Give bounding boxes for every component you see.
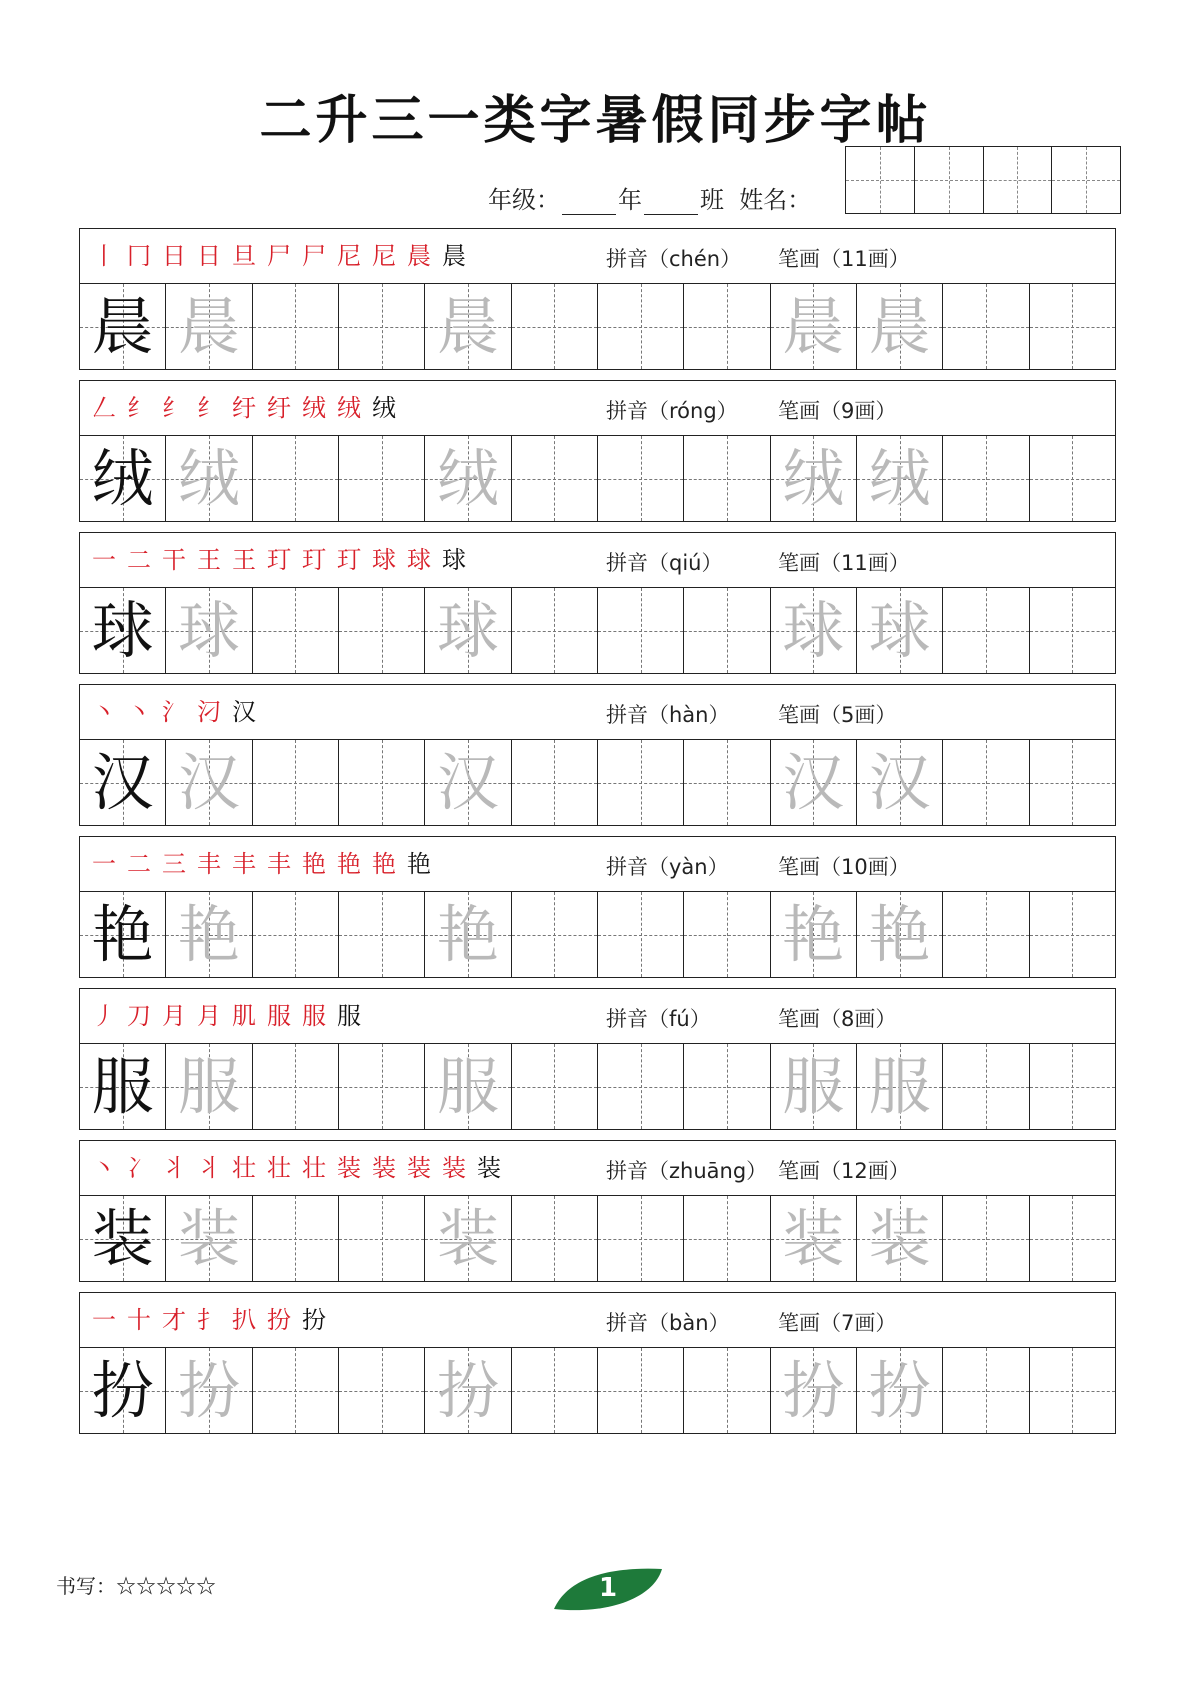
trace-character: 扮 [868, 1353, 931, 1427]
stroke-step: 丰 [267, 850, 291, 878]
writing-cell[interactable] [166, 740, 252, 825]
model-character: 球 [91, 593, 154, 667]
stroke-step: 扮 [302, 1306, 326, 1334]
stroke-order [92, 698, 256, 726]
writing-cell[interactable] [80, 892, 166, 977]
writing-cell[interactable] [684, 1044, 770, 1129]
writing-grid [79, 588, 1116, 674]
writing-cell[interactable] [339, 1196, 425, 1281]
stroke-step: 王 [197, 546, 221, 574]
writing-cell[interactable] [771, 1196, 857, 1281]
pinyin-label: 拼音（róng） [606, 399, 738, 423]
writing-cell[interactable] [339, 1044, 425, 1129]
student-info-line [488, 180, 811, 215]
stroke-step: 丿 [92, 1002, 116, 1030]
class-field[interactable] [644, 192, 698, 215]
trace-character: 球 [177, 593, 240, 667]
writing-cell[interactable] [166, 436, 252, 521]
writing-cell[interactable] [339, 1348, 425, 1433]
trace-character: 晨 [436, 289, 499, 363]
writing-cell[interactable] [1030, 1044, 1115, 1129]
stroke-step: 绒 [302, 394, 326, 422]
model-character: 汉 [91, 745, 154, 819]
stroke-order [92, 1306, 326, 1334]
stroke-step: 丬 [162, 1154, 186, 1182]
writing-cell[interactable] [684, 740, 770, 825]
writing-cell[interactable] [598, 284, 684, 369]
writing-cell[interactable] [771, 740, 857, 825]
writing-cell[interactable] [1030, 1348, 1115, 1433]
writing-cell[interactable] [857, 1196, 943, 1281]
stroke-order [92, 1154, 501, 1182]
row-info [79, 532, 1116, 588]
writing-cell[interactable] [512, 588, 598, 673]
name-cell[interactable] [846, 147, 915, 213]
writing-cell[interactable] [1030, 892, 1115, 977]
stroke-step: 装 [372, 1154, 396, 1182]
name-cell[interactable] [984, 147, 1053, 213]
stroke-step: 纟 [127, 394, 151, 422]
writing-cell[interactable] [943, 1348, 1029, 1433]
stroke-step: 丨 [92, 242, 116, 270]
stroke-step: 丬 [197, 1154, 221, 1182]
stroke-step: 丰 [232, 850, 256, 878]
trace-character: 装 [782, 1201, 845, 1275]
stroke-step: 晨 [442, 242, 466, 270]
stroke-step: 冂 [127, 242, 151, 270]
trace-character: 绒 [436, 441, 499, 515]
row-info [79, 1140, 1116, 1196]
stroke-count-label: 笔画（7画） [778, 1311, 897, 1335]
practice-row [79, 988, 1116, 1130]
trace-character: 晨 [868, 289, 931, 363]
stroke-order [92, 1002, 361, 1030]
pinyin-label: 拼音（yàn） [606, 855, 729, 879]
stroke-count-label: 笔画（10画） [778, 855, 910, 879]
stroke-step: 肌 [232, 1002, 256, 1030]
trace-character: 装 [436, 1201, 499, 1275]
stroke-order [92, 850, 431, 878]
writing-cell[interactable] [80, 1196, 166, 1281]
writing-cell[interactable] [598, 1348, 684, 1433]
stroke-step: 干 [162, 546, 186, 574]
trace-character: 装 [868, 1201, 931, 1275]
stroke-step: 装 [477, 1154, 501, 1182]
stroke-step: 二 [127, 546, 151, 574]
writing-grid [79, 740, 1116, 826]
stroke-step: 月 [162, 1002, 186, 1030]
trace-character: 艳 [868, 897, 931, 971]
writing-cell[interactable] [166, 892, 252, 977]
writing-cell[interactable] [1030, 588, 1115, 673]
stroke-step: 扮 [267, 1306, 291, 1334]
stroke-step: 玎 [302, 546, 326, 574]
writing-cell[interactable] [80, 588, 166, 673]
writing-cell[interactable] [253, 1348, 339, 1433]
stroke-step: 球 [372, 546, 396, 574]
writing-cell[interactable] [598, 740, 684, 825]
stroke-step: 月 [197, 1002, 221, 1030]
writing-cell[interactable] [857, 892, 943, 977]
name-cell[interactable] [915, 147, 984, 213]
pinyin-label: 拼音（qiú） [606, 551, 723, 575]
writing-cell[interactable] [512, 1196, 598, 1281]
model-character: 装 [91, 1201, 154, 1275]
practice-row [79, 532, 1116, 674]
writing-cell[interactable] [771, 892, 857, 977]
writing-cell[interactable] [80, 1044, 166, 1129]
writing-cell[interactable] [857, 436, 943, 521]
trace-character: 汉 [868, 745, 931, 819]
writing-grid [79, 892, 1116, 978]
stroke-step: 壮 [232, 1154, 256, 1182]
stroke-count-label: 笔画（5画） [778, 703, 897, 727]
stroke-step: 装 [407, 1154, 431, 1182]
writing-cell[interactable] [425, 1196, 511, 1281]
writing-cell[interactable] [166, 1348, 252, 1433]
trace-character: 晨 [177, 289, 240, 363]
writing-cell[interactable] [253, 284, 339, 369]
stroke-step: 尸 [267, 242, 291, 270]
stroke-count-label: 笔画（11画） [778, 247, 910, 271]
writing-rating: 书写：☆☆☆☆☆ [56, 1574, 216, 1598]
row-info [79, 836, 1116, 892]
writing-cell[interactable] [425, 740, 511, 825]
stroke-step: 艳 [337, 850, 361, 878]
stroke-step: 尼 [337, 242, 361, 270]
trace-character: 艳 [177, 897, 240, 971]
writing-cell[interactable] [684, 436, 770, 521]
writing-grid [79, 436, 1116, 522]
stroke-step: 玎 [337, 546, 361, 574]
pinyin-label: 拼音（chén） [606, 247, 742, 271]
stroke-step: 纡 [267, 394, 291, 422]
writing-cell[interactable] [339, 588, 425, 673]
trace-character: 球 [782, 593, 845, 667]
stroke-step: 艳 [302, 850, 326, 878]
stroke-step: 尸 [302, 242, 326, 270]
writing-cell[interactable] [253, 892, 339, 977]
practice-row [79, 836, 1116, 978]
writing-cell[interactable] [1030, 740, 1115, 825]
writing-cell[interactable] [253, 1196, 339, 1281]
stroke-step: 丶 [127, 698, 151, 726]
writing-cell[interactable] [425, 892, 511, 977]
stroke-step: 绒 [337, 394, 361, 422]
row-info [79, 228, 1116, 284]
stroke-step: 一 [92, 850, 116, 878]
writing-cell[interactable] [512, 740, 598, 825]
stroke-step: 晨 [407, 242, 431, 270]
trace-character: 服 [782, 1049, 845, 1123]
pinyin-label: 拼音（bàn） [606, 1311, 730, 1335]
writing-cell[interactable] [857, 1044, 943, 1129]
name-label: 姓名： [739, 186, 812, 214]
writing-cell[interactable] [771, 588, 857, 673]
stroke-step: 服 [302, 1002, 326, 1030]
stroke-step: 日 [162, 242, 186, 270]
practice-row [79, 228, 1116, 370]
stroke-step: 装 [337, 1154, 361, 1182]
stroke-step: 刀 [127, 1002, 151, 1030]
model-character: 绒 [91, 441, 154, 515]
writing-cell[interactable] [771, 436, 857, 521]
writing-cell[interactable] [253, 740, 339, 825]
writing-cell[interactable] [253, 1044, 339, 1129]
page-title: 二升三一类字暑假同步字帖 [259, 91, 932, 151]
writing-cell[interactable] [857, 1348, 943, 1433]
writing-cell[interactable] [598, 892, 684, 977]
writing-cell[interactable] [943, 1044, 1029, 1129]
trace-character: 球 [868, 593, 931, 667]
trace-character: 汉 [177, 745, 240, 819]
trace-character: 艳 [436, 897, 499, 971]
stroke-count-label: 笔画（8画） [778, 1007, 897, 1031]
stroke-step: 壮 [267, 1154, 291, 1182]
writing-cell[interactable] [80, 284, 166, 369]
stroke-step: 尼 [372, 242, 396, 270]
name-grid[interactable] [845, 146, 1121, 214]
writing-cell[interactable] [80, 436, 166, 521]
stroke-step: 艳 [372, 850, 396, 878]
trace-character: 装 [177, 1201, 240, 1275]
writing-cell[interactable] [857, 284, 943, 369]
stroke-step: 丶 [92, 1154, 116, 1182]
pinyin-label: 拼音（fú） [606, 1007, 711, 1031]
writing-cell[interactable] [425, 588, 511, 673]
writing-cell[interactable] [339, 284, 425, 369]
writing-cell[interactable] [684, 1196, 770, 1281]
stroke-step: 装 [442, 1154, 466, 1182]
stroke-step: 十 [127, 1306, 151, 1334]
writing-cell[interactable] [339, 740, 425, 825]
stroke-step: 纟 [162, 394, 186, 422]
writing-cell[interactable] [943, 1196, 1029, 1281]
writing-cell[interactable] [166, 588, 252, 673]
stroke-step: 丰 [197, 850, 221, 878]
writing-cell[interactable] [943, 436, 1029, 521]
writing-cell[interactable] [684, 892, 770, 977]
writing-cell[interactable] [80, 740, 166, 825]
writing-cell[interactable] [1030, 436, 1115, 521]
trace-character: 服 [177, 1049, 240, 1123]
stroke-step: 纡 [232, 394, 256, 422]
writing-cell[interactable] [771, 1044, 857, 1129]
writing-cell[interactable] [166, 1196, 252, 1281]
stroke-step: 纟 [197, 394, 221, 422]
stroke-order [92, 242, 466, 270]
row-info [79, 380, 1116, 436]
trace-character: 汉 [436, 745, 499, 819]
row-info [79, 684, 1116, 740]
stroke-step: 球 [407, 546, 431, 574]
writing-cell[interactable] [80, 1348, 166, 1433]
trace-character: 绒 [868, 441, 931, 515]
stroke-step: 𠃋 [92, 394, 116, 422]
writing-cell[interactable] [598, 436, 684, 521]
trace-character: 服 [868, 1049, 931, 1123]
writing-cell[interactable] [166, 1044, 252, 1129]
trace-character: 汉 [782, 745, 845, 819]
writing-cell[interactable] [598, 1044, 684, 1129]
writing-grid [79, 284, 1116, 370]
writing-cell[interactable] [253, 436, 339, 521]
model-character: 服 [91, 1049, 154, 1123]
row-info [79, 988, 1116, 1044]
writing-cell[interactable] [857, 588, 943, 673]
model-character: 艳 [91, 897, 154, 971]
trace-character: 扮 [782, 1353, 845, 1427]
trace-character: 服 [436, 1049, 499, 1123]
writing-cell[interactable] [253, 588, 339, 673]
writing-cell[interactable] [598, 588, 684, 673]
trace-character: 绒 [782, 441, 845, 515]
stroke-count-label: 笔画（12画） [778, 1159, 910, 1183]
practice-row [79, 684, 1116, 826]
year-suffix: 年 [618, 186, 642, 214]
stroke-step: 汉 [232, 698, 256, 726]
stroke-step: 扌 [197, 1306, 221, 1334]
practice-row [79, 1140, 1116, 1282]
stroke-order [92, 546, 466, 574]
pinyin-label: 拼音（hàn） [606, 703, 730, 727]
practice-row [79, 380, 1116, 522]
writing-cell[interactable] [512, 892, 598, 977]
writing-cell[interactable] [339, 436, 425, 521]
stroke-step: 服 [337, 1002, 361, 1030]
stroke-step: 扒 [232, 1306, 256, 1334]
writing-cell[interactable] [771, 1348, 857, 1433]
writing-cell[interactable] [943, 892, 1029, 977]
model-character: 晨 [91, 289, 154, 363]
name-cell[interactable] [1052, 147, 1120, 213]
grade-year-field[interactable] [562, 192, 616, 215]
stroke-step: 汈 [197, 698, 221, 726]
stroke-step: 壮 [302, 1154, 326, 1182]
stroke-count-label: 笔画（11画） [778, 551, 910, 575]
writing-cell[interactable] [512, 1044, 598, 1129]
trace-character: 扮 [436, 1353, 499, 1427]
trace-character: 扮 [177, 1353, 240, 1427]
writing-cell[interactable] [684, 1348, 770, 1433]
trace-character: 绒 [177, 441, 240, 515]
writing-cell[interactable] [425, 1348, 511, 1433]
writing-cell[interactable] [598, 1196, 684, 1281]
stroke-step: 才 [162, 1306, 186, 1334]
stroke-step: 氵 [162, 698, 186, 726]
stroke-step: 艳 [407, 850, 431, 878]
class-suffix: 班 [700, 186, 724, 214]
writing-cell[interactable] [425, 436, 511, 521]
writing-cell[interactable] [512, 284, 598, 369]
writing-cell[interactable] [857, 740, 943, 825]
practice-row [79, 1292, 1116, 1434]
writing-cell[interactable] [512, 1348, 598, 1433]
writing-cell[interactable] [943, 588, 1029, 673]
writing-cell[interactable] [771, 284, 857, 369]
pinyin-label: 拼音（zhuāng） [606, 1159, 768, 1183]
writing-cell[interactable] [943, 284, 1029, 369]
writing-cell[interactable] [684, 588, 770, 673]
writing-cell[interactable] [166, 284, 252, 369]
model-character: 扮 [91, 1353, 154, 1427]
stroke-step: 一 [92, 1306, 116, 1334]
stroke-order [92, 394, 396, 422]
writing-grid [79, 1348, 1116, 1434]
writing-cell[interactable] [1030, 1196, 1115, 1281]
trace-character: 晨 [782, 289, 845, 363]
grade-label: 年级： [488, 186, 560, 214]
writing-cell[interactable] [684, 284, 770, 369]
writing-grid [79, 1044, 1116, 1130]
stroke-step: 玎 [267, 546, 291, 574]
writing-cell[interactable] [512, 436, 598, 521]
stroke-step: 王 [232, 546, 256, 574]
writing-cell[interactable] [943, 740, 1029, 825]
writing-grid [79, 1196, 1116, 1282]
page-number: 1 [598, 1573, 618, 1603]
stroke-step: 球 [442, 546, 466, 574]
stroke-step: 丶 [92, 698, 116, 726]
stroke-step: 二 [127, 850, 151, 878]
writing-cell[interactable] [425, 1044, 511, 1129]
stroke-step: 一 [92, 546, 116, 574]
row-info [79, 1292, 1116, 1348]
writing-cell[interactable] [339, 892, 425, 977]
trace-character: 艳 [782, 897, 845, 971]
stroke-step: 绒 [372, 394, 396, 422]
stroke-step: 冫 [127, 1154, 151, 1182]
writing-cell[interactable] [425, 284, 511, 369]
stroke-step: 服 [267, 1002, 291, 1030]
writing-cell[interactable] [1030, 284, 1115, 369]
stroke-count-label: 笔画（9画） [778, 399, 897, 423]
stroke-step: 日 [197, 242, 221, 270]
stroke-step: 三 [162, 850, 186, 878]
trace-character: 球 [436, 593, 499, 667]
stroke-step: 旦 [232, 242, 256, 270]
